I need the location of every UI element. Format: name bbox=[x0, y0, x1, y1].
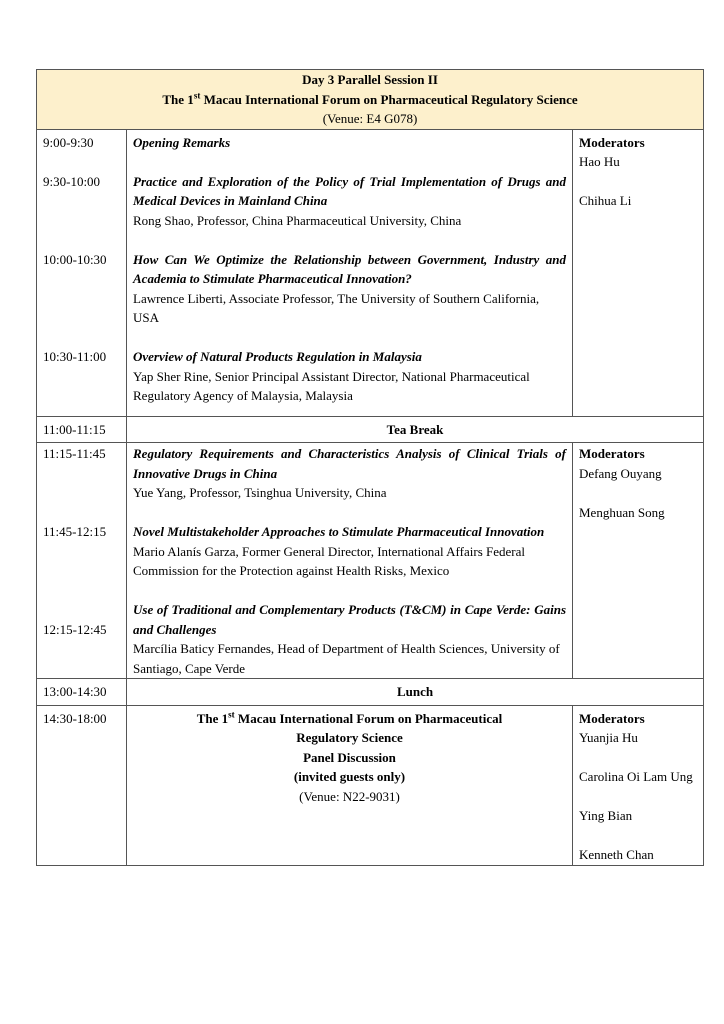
moderator-name: Menghuan Song bbox=[579, 504, 665, 520]
panel-venue: (Venue: N22-9031) bbox=[299, 788, 400, 804]
moderator-name: Chihua Li bbox=[579, 193, 632, 208]
talk-speaker: Marcília Baticy Fernandes, Head of Department of Health Sciences, University of Santiago, Cape Verde bbox=[133, 641, 560, 676]
moderators-cell-2 bbox=[573, 443, 704, 679]
schedule-table bbox=[36, 69, 704, 866]
session-header bbox=[37, 70, 704, 130]
lunch-label: Lunch bbox=[127, 679, 704, 706]
tea-break-label: Tea Break bbox=[127, 416, 704, 443]
talks-cell-1 bbox=[127, 129, 573, 416]
time-slot: 9:30-10:00 bbox=[43, 173, 101, 189]
time-slot: 9:00-9:30 bbox=[43, 134, 94, 150]
moderator-name: Kenneth Chan bbox=[579, 847, 654, 862]
panel-cell bbox=[127, 705, 573, 865]
talks-cell-2 bbox=[127, 443, 573, 679]
times-cell-2 bbox=[37, 443, 127, 679]
session-block-3 bbox=[37, 705, 704, 865]
day-session-title: Day 3 Parallel Session II bbox=[302, 72, 438, 87]
moderator-name: Hao Hu bbox=[579, 154, 620, 169]
moderator-name: Yuanjia Hu bbox=[579, 730, 638, 745]
times-cell-1 bbox=[37, 129, 127, 416]
talk-speaker: Lawrence Liberti, Associate Professor, The University of Southern California, USA bbox=[133, 290, 540, 325]
session-venue: (Venue: E4 G078) bbox=[322, 111, 418, 126]
talk-speaker: Yue Yang, Professor, Tsinghua University, China bbox=[133, 485, 387, 500]
panel-invite-note: (invited guests only) bbox=[293, 769, 406, 784]
lunch-time: 13:00-14:30 bbox=[37, 679, 127, 706]
moderator-name: Carolina Oi Lam Ung bbox=[579, 769, 693, 784]
talk-title: Opening Remarks bbox=[133, 134, 231, 150]
talk-title: Overview of Natural Products Regulation in Malaysia bbox=[133, 349, 422, 364]
moderators-cell-1 bbox=[573, 129, 704, 416]
time-slot: 11:45-12:15 bbox=[43, 524, 107, 539]
forum-title: The 1st Macau International Forum on Pharmaceutical Regulatory Science bbox=[162, 90, 578, 107]
panel-time: 14:30-18:00 bbox=[37, 705, 127, 865]
panel-discussion-label: Panel Discussion bbox=[303, 749, 396, 765]
time-slot: 11:15-11:45 bbox=[43, 446, 106, 461]
talk-speaker: Yap Sher Rine, Senior Principal Assistant Director, National Pharmaceutical Regulatory Agency of Malaysia, Malaysia bbox=[133, 368, 530, 403]
tea-break-time: 11:00-11:15 bbox=[37, 416, 127, 443]
session-block-1 bbox=[37, 129, 704, 416]
moderator-name: Ying Bian bbox=[579, 808, 633, 823]
talk-title: Novel Multistakeholder Approaches to Stimulate Pharmaceutical Innovation bbox=[133, 524, 545, 539]
moderators-label: Moderators bbox=[579, 134, 645, 150]
moderators-label: Moderators bbox=[579, 710, 645, 726]
time-slot: 10:30-11:00 bbox=[43, 349, 107, 364]
moderators-label: Moderators bbox=[579, 446, 645, 461]
talk-title: Practice and Exploration of the Policy of Trial Implementation of Drugs and Medical Devices in Mainland China bbox=[133, 173, 566, 208]
talk-title: Use of Traditional and Complementary Products (T&CM) in Cape Verde: Gains and Challenges bbox=[133, 602, 566, 637]
talk-title: Regulatory Requirements and Characteristics Analysis of Clinical Trials of Innovative Drugs in China bbox=[133, 446, 566, 481]
talk-speaker: Rong Shao, Professor, China Pharmaceutical University, China bbox=[133, 212, 462, 228]
talk-title: How Can We Optimize the Relationship between Government, Industry and Academia to Stimulate Pharmaceutical Innovation? bbox=[133, 251, 566, 286]
panel-forum-title: The 1st Macau International Forum on Pharmaceutical Regulatory Science bbox=[196, 709, 503, 745]
session-header-row bbox=[37, 70, 704, 130]
moderator-name: Defang Ouyang bbox=[579, 465, 662, 481]
talk-speaker: Mario Alanís Garza, Former General Director, International Affairs Federal Commission for the Protection against Health Risks, Mexico bbox=[133, 543, 525, 578]
moderators-cell-3 bbox=[573, 705, 704, 865]
time-slot: 12:15-12:45 bbox=[43, 621, 107, 637]
tea-break-row bbox=[37, 416, 704, 443]
lunch-row bbox=[37, 679, 704, 706]
session-block-2 bbox=[37, 443, 704, 679]
time-slot: 10:00-10:30 bbox=[43, 251, 107, 267]
